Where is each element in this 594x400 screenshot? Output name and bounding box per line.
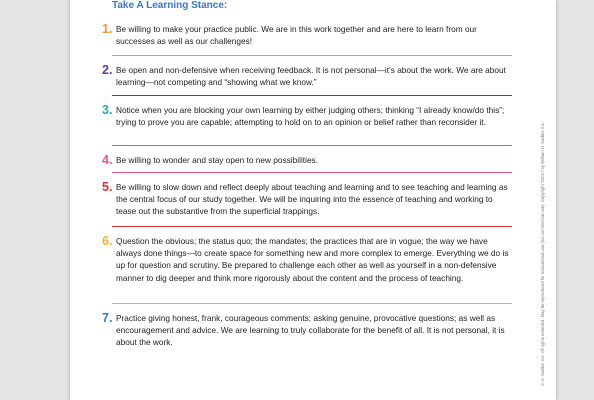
item-number-7: 7. [102,311,113,325]
item-number-5: 5. [102,180,113,194]
item-number-1: 1. [102,22,113,36]
item-number-2: 2. [102,63,113,77]
item-text-4: Be willing to wonder and stay open to new possibilities. [116,155,319,165]
document-page [70,0,556,400]
item-number-4: 4. [102,153,113,167]
divider-2 [112,95,512,96]
item-text-6: Question the obvious; the status quo; the mandates; the practices that are in vogue; the way we have always done things—to create space for something new and more complex to emerge. Everything we do is up for question and scrutiny. Be prepared to challenge each other as well as yourself in a non-defensive manner to dig deeper and think more rigorously about the content and the process of teaching. [116,236,509,283]
divider-6 [112,303,512,304]
item-text-5: Be willing to slow down and reflect deeply about teaching and learning and to see teaching and learning as the central focus of our study together. We will be inquiring into the essence of teaching and working to tease out the substantive from the superficial trappings. [116,182,508,217]
copyright-notice [540,110,548,390]
item-number-6: 6. [102,234,113,248]
item-number-3: 3. [102,103,113,117]
item-text-7: Practice giving honest, frank, courageous comments; asking genuine, provocative questions; as well as encouragement and advice. We are learning to truly collaborate for the benefit of all. It is not personal, it is about the work. [116,313,505,348]
page-heading: Take A Learning Stance: [112,0,228,11]
divider-5 [112,226,512,227]
item-text-1: Be willing to make your practice public. We are in this work together and are here to learn from our successes as well as our challenges! [116,24,477,47]
divider-1 [112,55,512,56]
item-text-2: Be open and non-defensive when receiving feedback. It is not personal—it’s about the work. We are about learning—not competing and “showing what we know.” [116,65,506,88]
copyright-text: m H. Sadlier, Inc. All rights reserved. May be reproduced for educational use (not commercial use). Copyright ©2017 by William H. Sadlier, Inc. [540,122,545,386]
divider-3 [112,145,512,146]
item-text-3: Notice when you are blocking your own learning by either judging others; thinking “I already know/do this”; trying to prove you are capable; attempting to hold on to an opinion or belief rather than reconsider it. [116,105,505,128]
divider-4 [112,172,512,173]
